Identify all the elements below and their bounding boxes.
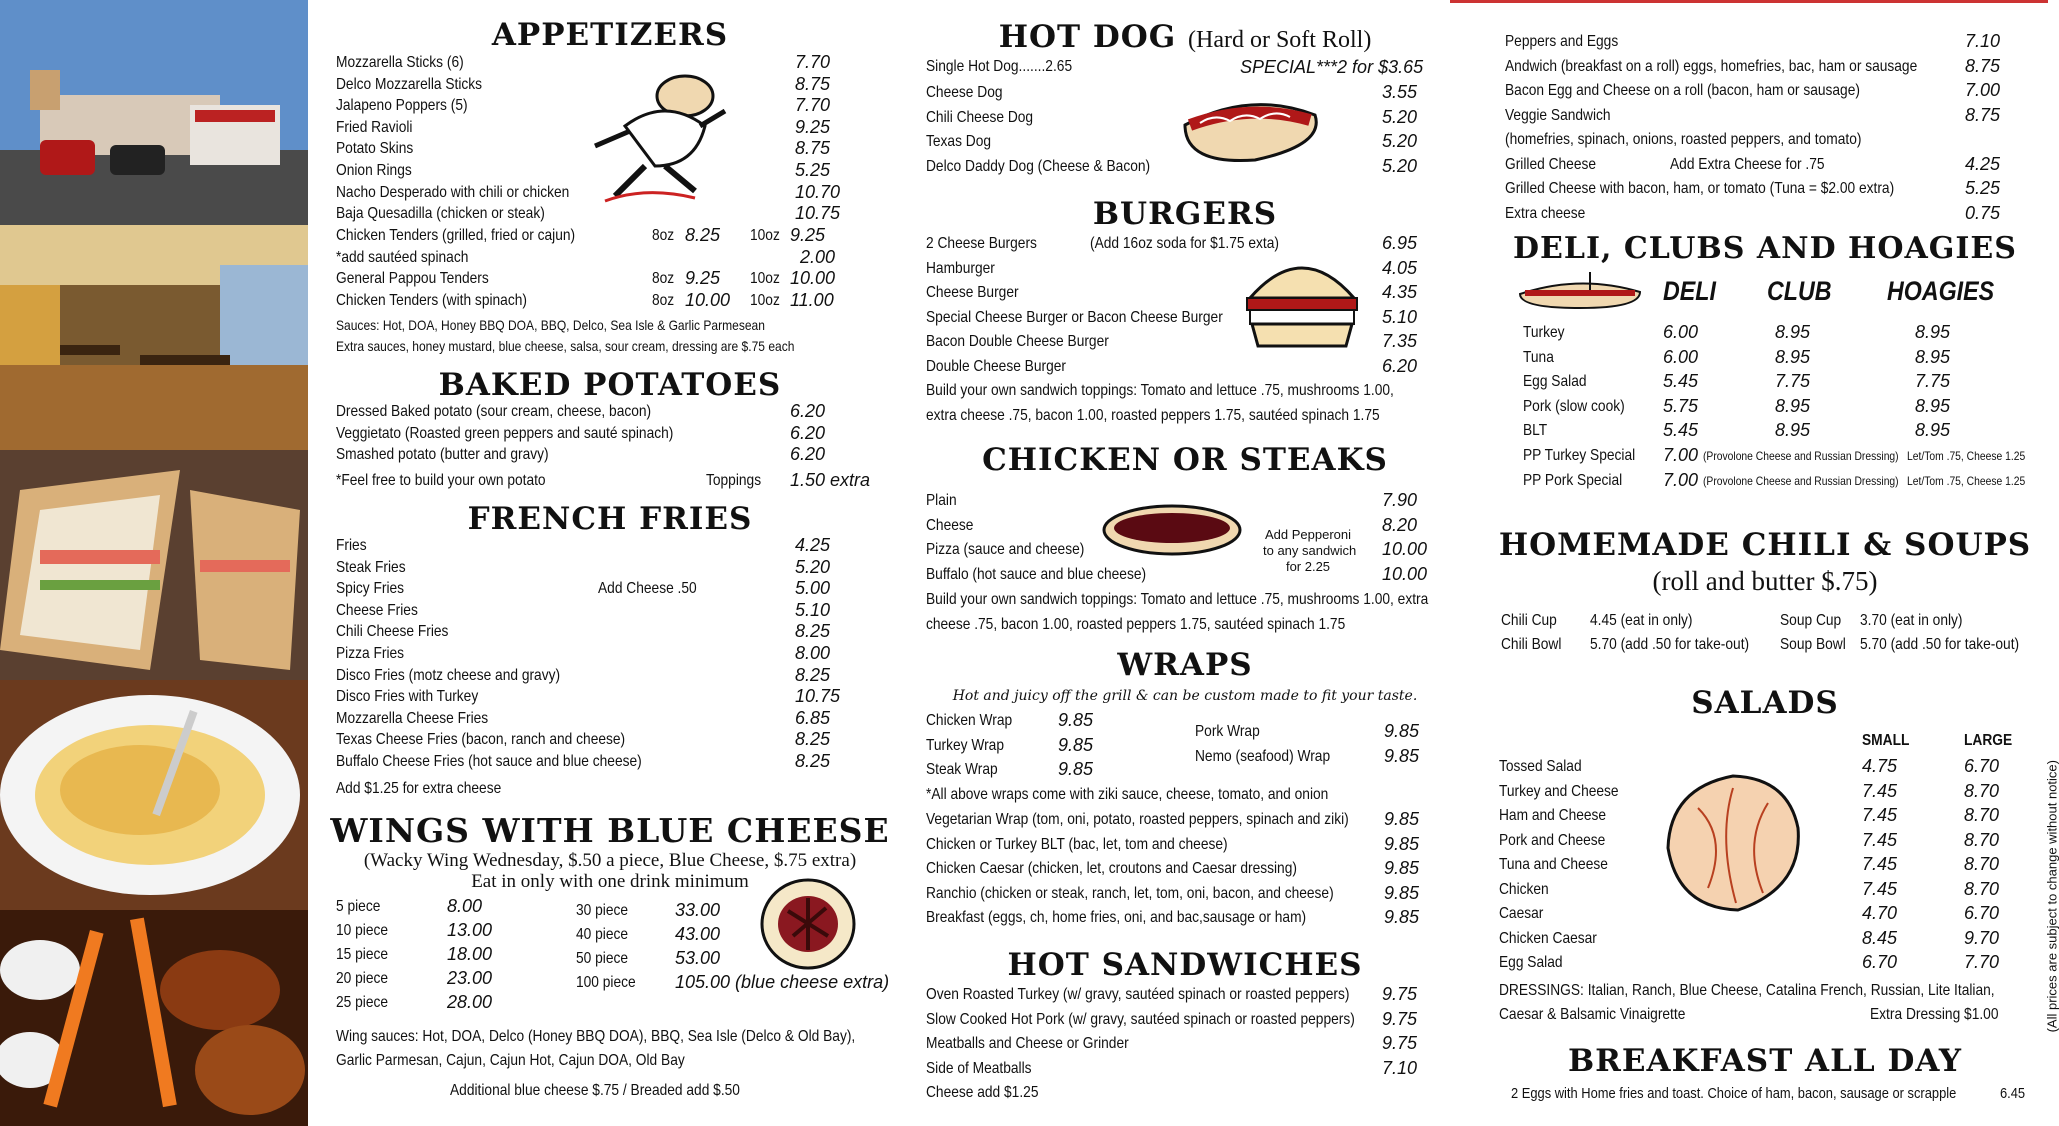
- salad-name: Chicken Caesar: [1499, 929, 1597, 947]
- salad-name: Tossed Salad: [1499, 758, 1582, 775]
- menu-item-name: 2 Cheese Burgers: [926, 235, 1037, 252]
- size-label: 8oz: [652, 292, 675, 309]
- wings-plate-icon: [758, 876, 858, 971]
- salad-large-price: 8.70: [1964, 829, 2000, 850]
- wing-count: 30 piece: [576, 902, 629, 919]
- lettuce-icon: [1658, 768, 1808, 918]
- menu-item-price: 3.55: [1382, 82, 1418, 102]
- menu-item-price: 6.85: [795, 707, 831, 728]
- deli-price: 6.00: [1663, 346, 1699, 367]
- menu-item-price: 9.85: [1384, 833, 1420, 854]
- salad-small-price: 4.70: [1862, 903, 1898, 923]
- blue-cheese-note: Additional blue cheese $.75 / Breaded add $.50: [450, 1082, 740, 1099]
- wing-price: 53.00: [675, 948, 721, 968]
- chili-name: Chili Cup: [1501, 612, 1557, 629]
- steak-toppings-1: Build your own sandwich toppings: Tomato and lettuce .75, mushrooms 1.00, extra: [926, 591, 1429, 608]
- menu-item-price: 5.20: [1382, 131, 1418, 151]
- menu-item-name: Slow Cooked Hot Pork (w/ gravy, sautéed spinach or roasted peppers): [926, 1010, 1355, 1028]
- menu-item-price: 7.35: [1382, 331, 1418, 351]
- salad-small-price: 8.45: [1862, 927, 1898, 948]
- menu-item-price: 5.20: [1382, 106, 1418, 127]
- salad-large-price: 8.70: [1964, 780, 2000, 801]
- menu-item-name: Chili Cheese Dog: [926, 108, 1034, 126]
- club-price: 8.95: [1775, 322, 1811, 342]
- salad-large-price: 9.70: [1964, 927, 2000, 948]
- salad-large-price: 8.70: [1964, 854, 2000, 874]
- menu-item-name: Disco Fries with Turkey: [336, 688, 479, 706]
- burger-icon: [1242, 248, 1362, 353]
- menu-item-name: Texas Dog: [926, 133, 992, 150]
- menu-item-name: Steak Fries: [336, 558, 406, 576]
- sauces-note: Sauces: Hot, DOA, Honey BBQ DOA, BBQ, Delco, Sea Isle & Garlic Parmesean: [336, 317, 765, 333]
- breakfast-price: 6.45: [2000, 1085, 2026, 1102]
- burger-toppings-1: Build your own sandwich toppings: Tomato and lettuce .75, mushrooms 1.00,: [926, 382, 1394, 399]
- salad-name: Egg Salad: [1499, 954, 1563, 971]
- add-extra-cheese-note: Add Extra Cheese for .75: [1670, 156, 1825, 173]
- menu-item-price: 7.70: [795, 95, 831, 116]
- menu-item-name: Vegetarian Wrap (tom, oni, potato, roasted peppers, spinach and ziki): [926, 811, 1349, 828]
- deli-price: 6.00: [1663, 322, 1699, 342]
- wing-count: 20 piece: [336, 970, 389, 987]
- menu-item-name: Delco Daddy Dog (Cheese & Bacon): [926, 157, 1151, 175]
- menu-item-name: Fried Ravioli: [336, 118, 413, 136]
- salad-large-price: 8.70: [1964, 805, 2000, 825]
- burgers-title: BURGERS: [1092, 196, 1278, 232]
- menu-item-price: 4.25: [795, 535, 831, 555]
- menu-item-name: Cheese Dog: [926, 84, 1003, 101]
- breakfast-title: BREAKFAST ALL DAY: [1567, 1043, 1963, 1079]
- menu-item-price: 9.85: [1384, 882, 1420, 903]
- deli-price: 5.45: [1663, 420, 1699, 440]
- deli-special-extras: Let/Tom .75, Cheese 1.25: [1907, 449, 2026, 463]
- menu-item-name: Fries: [336, 537, 367, 554]
- menu-item-price: 5.10: [1382, 306, 1418, 327]
- menu-item-price: 9.85: [1384, 858, 1420, 878]
- wrap-price: 9.85: [1058, 759, 1094, 779]
- deli-special-name: PP Pork Special: [1523, 471, 1623, 489]
- wing-count: 5 piece: [336, 898, 381, 915]
- deli-item-name: Turkey: [1523, 324, 1565, 341]
- menu-item-name: Veggietato (Roasted green peppers and sauté spinach): [336, 424, 674, 442]
- menu-item-name: Double Cheese Burger: [926, 357, 1066, 375]
- soup-name: Soup Cup: [1780, 612, 1842, 629]
- wrap-name: Turkey Wrap: [926, 736, 1004, 754]
- fries-plate-photo: [0, 680, 308, 910]
- hot-dog-special: SPECIAL***2 for $3.65: [1240, 57, 1424, 77]
- menu-item-price: 11.00: [790, 290, 834, 310]
- small-header: SMALL: [1862, 732, 1910, 749]
- menu-item-name: General Pappou Tenders: [336, 270, 489, 287]
- club-price: 8.95: [1775, 420, 1811, 440]
- menu-item-name: Chicken Caesar (chicken, let, croutons and Caesar dressing): [926, 860, 1297, 877]
- column-2: [920, 0, 1450, 1126]
- deli-special-price: 7.00: [1663, 445, 1699, 465]
- menu-item-name: Cheese Fries: [336, 601, 418, 619]
- menu-item-price: 7.10: [1382, 1057, 1418, 1078]
- wings-title: WINGS WITH BLUE CHEESE: [330, 811, 890, 850]
- menu-item-price: 4.05: [1382, 257, 1418, 278]
- hoagie-price: 7.75: [1915, 371, 1951, 391]
- extra-dressing-note: Extra Dressing $1.00: [1870, 1006, 1999, 1023]
- single-hot-dog: Single Hot Dog.......2.65: [926, 58, 1073, 75]
- menu-item-price: 8.75: [795, 138, 831, 159]
- menu-item-price: 10.00: [1382, 539, 1428, 559]
- menu-item-name: Mozzarella Cheese Fries: [336, 709, 489, 727]
- running-hotdog-mascot-icon: [585, 66, 735, 206]
- menu-item-price: 8.75: [1965, 104, 2001, 125]
- club-price: 7.75: [1775, 371, 1811, 391]
- wing-count: 50 piece: [576, 950, 629, 967]
- breakfast-line: 2 Eggs with Home fries and toast. Choice of ham, bacon, sausage or scrapple: [1511, 1085, 1957, 1102]
- salad-name: Ham and Cheese: [1499, 807, 1607, 824]
- salads-title: SALADS: [1691, 685, 1839, 721]
- menu-item-price: 8.75: [1965, 55, 2001, 76]
- size-label: 10oz: [750, 227, 780, 244]
- pepperoni-note-2: to any sandwich: [1263, 543, 1357, 558]
- soup-price: 5.70 (add .50 for take-out): [1860, 636, 2020, 653]
- salad-small-price: 7.45: [1862, 780, 1898, 801]
- deli-special-price: 7.00: [1663, 469, 1699, 490]
- salad-name: Chicken: [1499, 880, 1549, 898]
- salad-name: Tuna and Cheese: [1499, 856, 1608, 873]
- menu-item-price: 8.00: [795, 643, 831, 663]
- menu-item-price: 6.20: [790, 444, 826, 465]
- menu-item-name: Cheese: [926, 516, 974, 534]
- build-potato-note: *Feel free to build your own potato: [336, 472, 546, 489]
- menu-item-price: 6.20: [790, 422, 826, 443]
- add-cheese-note: Add Cheese .50: [598, 580, 697, 597]
- salad-name: Caesar: [1499, 905, 1544, 922]
- salad-small-price: 7.45: [1862, 829, 1898, 850]
- menu-item-price: 7.00: [1965, 80, 2001, 100]
- deli-item-name: Tuna: [1523, 348, 1554, 366]
- wings-subtitle: (Wacky Wing Wednesday, $.50 a piece, Blue Cheese, $.75 extra): [363, 850, 857, 871]
- wing-price: 105.00 (blue cheese extra): [675, 972, 890, 992]
- wing-count: 25 piece: [336, 994, 389, 1011]
- french-fries-title: FRENCH FRIES: [467, 501, 753, 537]
- menu-item-name: Extra cheese: [1505, 204, 1586, 222]
- menu-item-price: 9.25: [790, 225, 826, 245]
- menu-item-name: Jalapeno Poppers (5): [336, 97, 468, 115]
- hoagie-price: 8.95: [1915, 322, 1951, 342]
- menu-item-name: Peppers and Eggs: [1505, 33, 1619, 50]
- wing-price: 43.00: [675, 924, 721, 944]
- menu-item-price: 6.95: [1382, 233, 1418, 253]
- large-header: LARGE: [1964, 732, 2013, 749]
- wing-price: 18.00: [447, 944, 493, 964]
- menu-item-price: 10.75: [795, 203, 841, 224]
- salad-large-price: 6.70: [1964, 903, 2000, 923]
- menu-item-name: Buffalo Cheese Fries (hot sauce and blue cheese): [336, 753, 642, 770]
- salad-large-price: 8.70: [1964, 878, 2000, 899]
- wing-count: 40 piece: [576, 926, 629, 943]
- wing-price: 33.00: [675, 900, 721, 920]
- hot-dog-title: HOT DOG (Hard or Soft Roll): [998, 19, 1372, 55]
- menu-item-price: 9.25: [795, 116, 831, 137]
- salad-small-price: 7.45: [1862, 805, 1898, 825]
- deli-item-name: Pork (slow cook): [1523, 397, 1625, 415]
- menu-item-name: Breakfast (eggs, ch, home fries, oni, and bac,sausage or ham): [926, 909, 1307, 926]
- salad-large-price: 7.70: [1964, 952, 2000, 972]
- wraps-title: WRAPS: [1117, 647, 1253, 683]
- size-label: 10oz: [750, 270, 780, 287]
- menu-item-name: Mozzarella Sticks (6): [336, 54, 464, 71]
- menu-item-name: Bacon Egg and Cheese on a roll (bacon, ham or sausage): [1505, 82, 1860, 99]
- menu-item-price: 5.00: [795, 578, 831, 599]
- menu-item-price: 4.25: [1965, 153, 2001, 174]
- salad-small-price: 7.45: [1862, 854, 1898, 874]
- menu-item-price: 10.70: [795, 181, 841, 202]
- column-3: [1495, 0, 2035, 1126]
- salad-name: Turkey and Cheese: [1499, 782, 1619, 800]
- menu-item-name: Chicken Tenders (grilled, fried or cajun): [336, 227, 576, 244]
- storefront-photo: [0, 0, 308, 225]
- chili-name: Chili Bowl: [1501, 636, 1562, 653]
- dressings-line-2: Caesar & Balsamic Vinaigrette: [1499, 1006, 1686, 1023]
- wrap-name: Nemo (seafood) Wrap: [1195, 747, 1331, 765]
- salad-small-price: 7.45: [1862, 878, 1898, 899]
- toppings-price: 1.50 extra: [790, 470, 871, 490]
- wing-count: 100 piece: [576, 974, 636, 991]
- soup-price: 3.70 (eat in only): [1860, 612, 1963, 629]
- menu-item-name: Smashed potato (butter and gravy): [336, 446, 549, 464]
- photo-strip: [0, 0, 308, 1126]
- menu-item-name: Delco Mozzarella Sticks: [336, 75, 483, 93]
- menu-item-name: Dressed Baked potato (sour cream, cheese, bacon): [336, 403, 652, 420]
- menu-item-name: Texas Cheese Fries (bacon, ranch and cheese): [336, 731, 626, 749]
- menu-item-price: 5.25: [795, 160, 831, 180]
- menu-item-name: (homefries, spinach, onions, roasted peppers, and tomato): [1505, 131, 1862, 148]
- menu-item-price: 8.75: [795, 73, 831, 94]
- menu-item-name: Chicken or Turkey BLT (bac, let, tom and cheese): [926, 835, 1228, 853]
- hot-dog-icon: [1175, 85, 1325, 170]
- menu-item-name: Pizza (sauce and cheese): [926, 541, 1085, 558]
- dressings-line-1: DRESSINGS: Italian, Ranch, Blue Cheese, Catalina French, Russian, Lite Italian,: [1499, 982, 1995, 999]
- wings-photo: [0, 910, 308, 1126]
- toppings-label: Toppings: [706, 472, 762, 489]
- menu-item-price: 9.75: [1382, 1033, 1418, 1053]
- wrap-name: Chicken Wrap: [926, 712, 1013, 729]
- menu-item-price: 8.25: [685, 225, 721, 245]
- menu-item-name: Side of Meatballs: [926, 1059, 1032, 1077]
- price-disclaimer: (All prices are subject to change without notice): [2044, 760, 2059, 1033]
- menu-item-price: 8.20: [1382, 514, 1418, 535]
- menu-item-price: 7.70: [795, 52, 831, 72]
- menu-item-price: 10.75: [795, 686, 841, 707]
- wing-price: 28.00: [447, 992, 493, 1012]
- menu-item-price: 9.25: [685, 268, 721, 288]
- menu-item-name: Nacho Desperado with chili or chicken: [336, 183, 570, 201]
- chili-subtitle: (roll and butter $.75): [1652, 566, 1878, 596]
- soda-note: (Add 16oz soda for $1.75 exta): [1090, 235, 1279, 252]
- dining-room-photo: [0, 225, 308, 450]
- club-price: 8.95: [1775, 395, 1811, 416]
- menu-item-price: 8.25: [795, 729, 831, 750]
- wing-price: 13.00: [447, 920, 493, 940]
- menu-item-price: 7.90: [1382, 490, 1418, 510]
- appetizers-title: APPETIZERS: [491, 17, 729, 53]
- deli-item-name: BLT: [1523, 422, 1548, 439]
- menu-item-name: Bacon Double Cheese Burger: [926, 333, 1109, 350]
- menu-item-price: 9.75: [1382, 984, 1418, 1004]
- menu-item-name: Potato Skins: [336, 140, 414, 158]
- menu-item-price: 8.25: [795, 664, 831, 685]
- menu-item-price: 2.00: [800, 247, 836, 267]
- menu-item-price: 10.00: [1382, 563, 1428, 584]
- menu-item-name: Veggie Sandwich: [1505, 106, 1611, 124]
- menu-item-price: 0.75: [1965, 202, 2001, 223]
- menu-item-name: Plain: [926, 492, 957, 509]
- menu-item-name: Grilled Cheese with bacon, ham, or tomato (Tuna = $2.00 extra): [1505, 180, 1895, 197]
- menu-item-name: Disco Fries (motz cheese and gravy): [336, 666, 561, 684]
- club-header: CLUB: [1767, 276, 1832, 306]
- salad-large-price: 6.70: [1964, 756, 2000, 776]
- menu-item-price: 8.25: [795, 621, 831, 642]
- wing-sauces-line-1: Wing sauces: Hot, DOA, Delco (Honey BBQ DOA), BBQ, Sea Isle (Delco & Old Bay),: [336, 1028, 856, 1045]
- size-label: 10oz: [750, 292, 780, 309]
- wraps-note: *All above wraps come with ziki sauce, cheese, tomato, and onion: [926, 786, 1329, 803]
- menu-item-price: 10.00: [790, 268, 836, 288]
- menu-item-price: 9.75: [1382, 1008, 1418, 1029]
- soup-name: Soup Bowl: [1780, 636, 1846, 653]
- steak-sandwich-icon: [1100, 500, 1245, 560]
- chili-price: 5.70 (add .50 for take-out): [1590, 636, 1750, 653]
- wing-count: 10 piece: [336, 922, 389, 939]
- wing-sauces-line-2: Garlic Parmesan, Cajun, Cajun Hot, Cajun DOA, Old Bay: [336, 1052, 685, 1069]
- hot-sandwiches-title: HOT SANDWICHES: [1007, 947, 1363, 983]
- wing-price: 23.00: [447, 968, 493, 988]
- menu-item-name: Baja Quesadilla (chicken or steak): [336, 205, 545, 223]
- chili-price: 4.45 (eat in only): [1590, 612, 1693, 629]
- deli-price: 5.75: [1663, 395, 1699, 416]
- menu-item-price: 6.20: [1382, 355, 1418, 376]
- deli-item-name: Egg Salad: [1523, 373, 1587, 390]
- deli-special-extras: Let/Tom .75, Cheese 1.25: [1907, 473, 2026, 488]
- wing-count: 15 piece: [336, 946, 389, 963]
- menu-item-price: 6.20: [790, 401, 826, 421]
- extra-cheese-note: Add $1.25 for extra cheese: [336, 780, 502, 797]
- deli-special-desc: (Provolone Cheese and Russian Dressing): [1703, 449, 1899, 463]
- hoagie-price: 8.95: [1915, 395, 1951, 416]
- pepperoni-note-1: Add Pepperoni: [1264, 527, 1351, 542]
- club-price: 8.95: [1775, 346, 1811, 367]
- menu-item-price: 10.00: [685, 290, 731, 310]
- menu-item-name: Spicy Fries: [336, 580, 405, 598]
- menu-item-name: Pizza Fries: [336, 645, 405, 662]
- menu-item-price: 7.10: [1965, 31, 2001, 51]
- wing-price: 8.00: [447, 896, 483, 916]
- wrap-price: 9.85: [1384, 745, 1420, 766]
- menu-item-name: Onion Rings: [336, 162, 412, 179]
- wrap-name: Pork Wrap: [1195, 723, 1260, 740]
- chili-title: HOMEMADE CHILI & SOUPS: [1498, 527, 2032, 563]
- menu-item-name: Chicken Tenders (with spinach): [336, 292, 527, 309]
- deli-price: 5.45: [1663, 371, 1699, 391]
- menu-item-name: Buffalo (hot sauce and blue cheese): [926, 565, 1147, 583]
- burger-toppings-2: extra cheese .75, bacon 1.00, roasted peppers 1.75, sautéed spinach 1.75: [926, 407, 1380, 424]
- size-label: 8oz: [652, 270, 675, 287]
- hoagie-icon: [1515, 272, 1645, 312]
- menu-item-price: 5.25: [1965, 178, 2001, 198]
- cheese-add-note: Cheese add $1.25: [926, 1084, 1039, 1101]
- wraps-tagline: Hot and juicy off the grill & can be custom made to fit your taste.: [952, 688, 1418, 704]
- menu-item-name: Hamburger: [926, 259, 995, 277]
- pepperoni-note-3: for 2.25: [1285, 559, 1331, 574]
- club-sandwich-photo: [0, 450, 308, 680]
- wrap-price: 9.85: [1058, 710, 1094, 730]
- wrap-price: 9.85: [1384, 721, 1420, 741]
- baked-potatoes-title: BAKED POTATOES: [438, 367, 782, 403]
- menu-item-price: 5.20: [795, 556, 831, 577]
- deli-header: DELI: [1663, 276, 1716, 306]
- column-1: [330, 0, 890, 1126]
- menu-item-price: 9.85: [1384, 907, 1420, 927]
- salad-small-price: 4.75: [1862, 756, 1898, 776]
- wings-eat-in-note: Eat in only with one drink minimum: [471, 871, 749, 892]
- salad-small-price: 6.70: [1862, 952, 1898, 972]
- menu-item-name: *add sautéed spinach: [336, 249, 469, 266]
- deli-special-desc: (Provolone Cheese and Russian Dressing): [1703, 473, 1899, 488]
- size-label: 8oz: [652, 227, 675, 244]
- deli-title: DELI, CLUBS AND HOAGIES: [1513, 231, 2017, 266]
- deli-special-name: PP Turkey Special: [1523, 447, 1636, 464]
- menu-item-price: 5.20: [1382, 155, 1418, 176]
- menu-item-name: Andwich (breakfast on a roll) eggs, homefries, bac, ham or sausage: [1505, 57, 1918, 75]
- menu-item-name: Chili Cheese Fries: [336, 623, 449, 641]
- menu-item-name: Oven Roasted Turkey (w/ gravy, sautéed spinach or roasted peppers): [926, 986, 1350, 1003]
- menu-item-price: 8.25: [795, 751, 831, 771]
- menu-item-price: 9.85: [1384, 809, 1420, 829]
- salad-name: Pork and Cheese: [1499, 831, 1606, 849]
- menu-item-name: Grilled Cheese: [1505, 155, 1597, 173]
- menu-item-name: Cheese Burger: [926, 284, 1019, 301]
- menu-item-price: 4.35: [1382, 282, 1418, 302]
- wrap-name: Steak Wrap: [926, 761, 998, 778]
- chicken-steaks-title: CHICKEN OR STEAKS: [982, 442, 1388, 478]
- menu-item-name: Ranchio (chicken or steak, ranch, let, tom, oni, bacon, and cheese): [926, 884, 1334, 902]
- hoagie-price: 8.95: [1915, 346, 1951, 367]
- extra-sauces-note: Extra sauces, honey mustard, blue cheese, salsa, sour cream, dressing are $.75 each: [336, 338, 795, 354]
- menu-item-name: Meatballs and Cheese or Grinder: [926, 1035, 1129, 1052]
- hoagie-price: 8.95: [1915, 420, 1951, 440]
- steak-toppings-2: cheese .75, bacon 1.00, roasted peppers 1.75, sautéed spinach 1.75: [926, 616, 1346, 633]
- wrap-price: 9.85: [1058, 734, 1094, 755]
- hoagies-header: HOAGIES: [1887, 276, 1995, 306]
- menu-item-name: Special Cheese Burger or Bacon Cheese Burger: [926, 308, 1223, 326]
- menu-item-price: 5.10: [795, 599, 831, 620]
